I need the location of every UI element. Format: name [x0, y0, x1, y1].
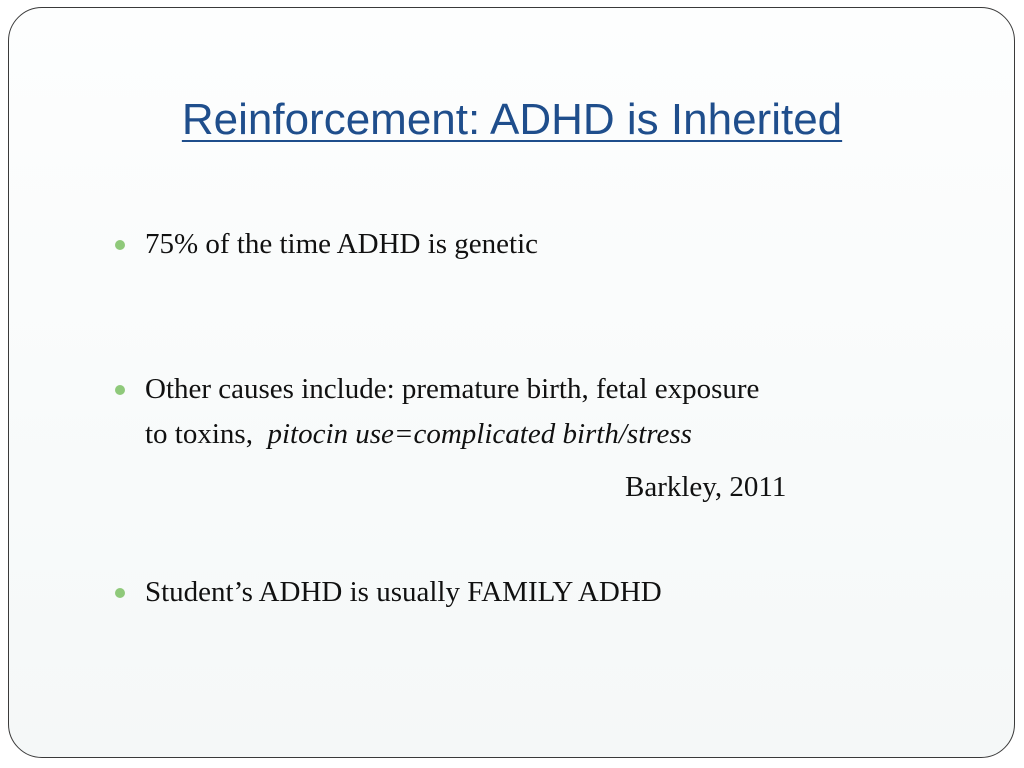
bullet-text: Student’s ADHD is usually FAMILY ADHD [145, 576, 662, 608]
citation: Barkley, 2011 [625, 471, 787, 503]
bullet-text: Other causes include: premature birth, fetal exposure [145, 373, 760, 405]
bullet-continuation-italic: pitocin use=complicated birth/stress [267, 418, 692, 450]
bullet-text: 75% of the time ADHD is genetic [145, 228, 539, 260]
bullet-dot-icon [115, 240, 125, 250]
slide-title-text: Reinforcement: ADHD is Inherited [181, 95, 843, 144]
slide-title [0, 90, 1024, 150]
bullet-dot-icon [115, 588, 125, 598]
bullet-continuation [145, 412, 692, 457]
bullet-dot-icon [115, 385, 125, 395]
bullet-continuation-plain: to toxins, [145, 418, 253, 450]
